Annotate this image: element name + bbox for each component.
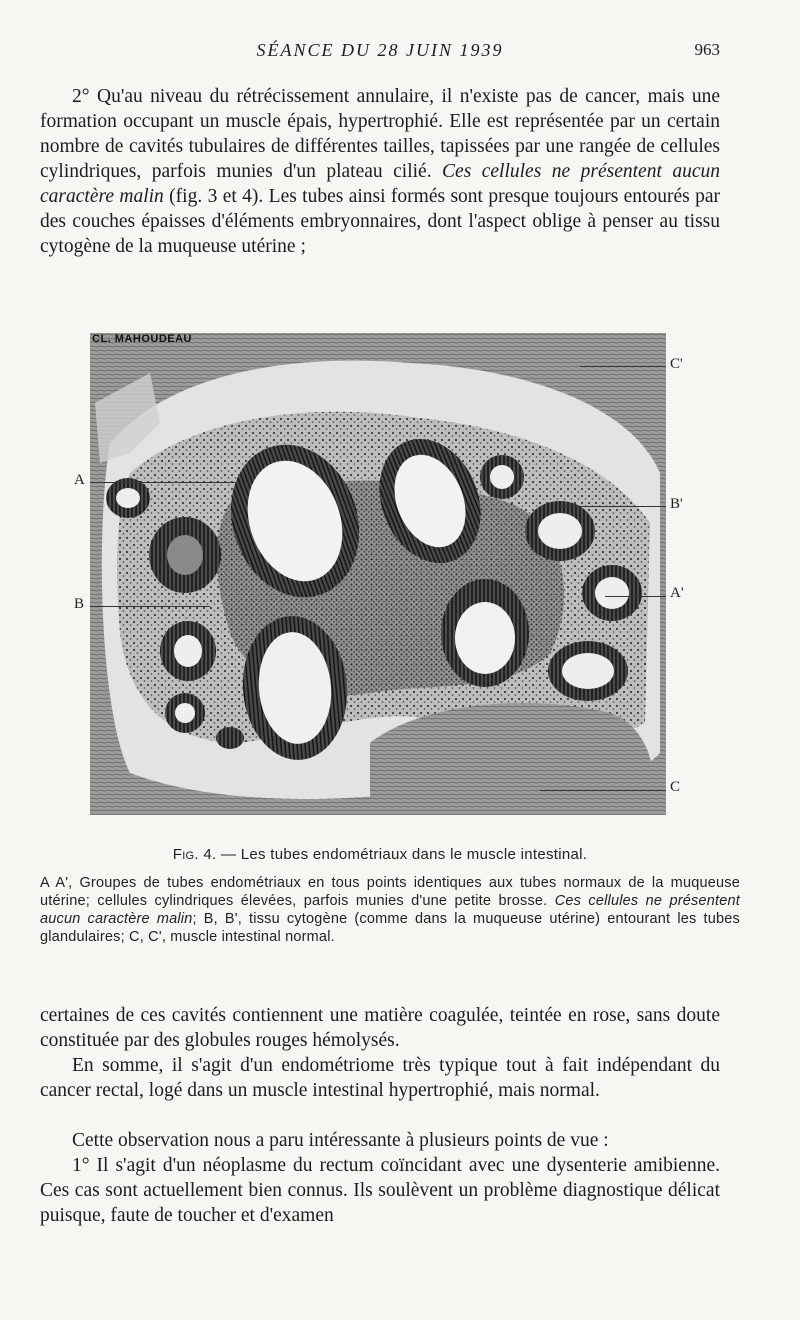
leader-line-c-prime	[580, 366, 666, 367]
running-title: SÉANCE DU 28 JUIN 1939	[256, 40, 504, 60]
paragraph-1-text-b: (fig. 3 et 4). Les tubes ainsi formés sont presque toujours entourés par des couches épaisses d'éléments embryonnaires, dont l'aspect oblige à penser au tissu cytogène de la muqueuse utérine ;	[40, 186, 720, 257]
paragraph-4	[40, 1128, 720, 1153]
paragraph-3	[40, 1053, 720, 1103]
paragraph-1	[40, 84, 720, 259]
paragraph-5-text: 1° Il s'agit d'un néoplasme du rectum coïncidant avec une dysenterie amibienne. Ces cas sont actuellement bien connus. Ils soulèvent un problème diagnostique délicat puisque, faute de toucher et d'examen	[40, 1155, 720, 1226]
figure-legend-part1: A A', Groupes de tubes endométriaux en tous points identiques aux tubes normaux de la muqueuse utérine; cellules cylindriques élevées, parfois munies d'une petite brosse.	[40, 875, 740, 909]
histology-micrograph	[90, 333, 666, 815]
leader-line-b	[90, 606, 210, 607]
figure-label-b-prime: B'	[670, 496, 683, 512]
paragraph-5	[40, 1153, 720, 1228]
photo-credit: CL. MAHOUDEAU	[92, 333, 192, 345]
paragraph-2: certaines de ces cavités contiennent une matière coagulée, teintée en rose, sans doute constituée par des globules rouges hémolysés.	[40, 1005, 720, 1051]
leader-line-c	[540, 790, 666, 791]
page-header	[40, 40, 720, 64]
micrograph-illustration	[90, 333, 666, 815]
figure-label-c-prime: C'	[670, 356, 683, 372]
figure-legend	[40, 874, 740, 946]
figure-label-c: C	[670, 779, 681, 795]
figure-caption-text: — Les tubes endométriaux dans le muscle intestinal.	[220, 846, 588, 863]
leader-line-b-prime	[560, 506, 666, 507]
paragraph-1-italic: Ces cellules ne présentent aucun caractère malin	[40, 161, 720, 207]
page-number: 963	[694, 40, 720, 59]
paragraph-1-text-a: 2° Qu'au niveau du rétrécissement annulaire, il n'existe pas de cancer, mais une formation occupant un muscle épais, hypertrophié. Elle est représentée par un certain nombre de cavités tubulaires de différentes tailles, tapissées par une rangée de cellules cylindriques, parfois munies d'un plateau cilié.	[40, 86, 720, 182]
paragraph-3-text: En somme, il s'agit d'un endométriome très typique tout à fait indépendant du cancer rectal, logé dans un muscle intestinal hypertrophié, mais normal.	[40, 1055, 720, 1101]
figure-label-a-prime: A'	[670, 585, 684, 601]
figure-caption-prefix: Fig. 4.	[172, 846, 217, 863]
figure-label-a: A	[74, 472, 85, 488]
figure-legend-part2: ; B, B', tissu cytogène (comme dans la muqueuse utérine) entourant les tubes glandulaires; C, C', muscle intestinal normal.	[40, 911, 740, 945]
paragraph-4-text: Cette observation nous a paru intéressante à plusieurs points de vue :	[72, 1130, 609, 1151]
figure-legend-italic: Ces cellules ne présentent aucun caractère malin	[40, 893, 740, 927]
figure-caption	[40, 846, 720, 863]
figure-label-b: B	[74, 596, 85, 612]
leader-line-a	[90, 482, 235, 483]
leader-line-a-prime	[605, 596, 666, 597]
